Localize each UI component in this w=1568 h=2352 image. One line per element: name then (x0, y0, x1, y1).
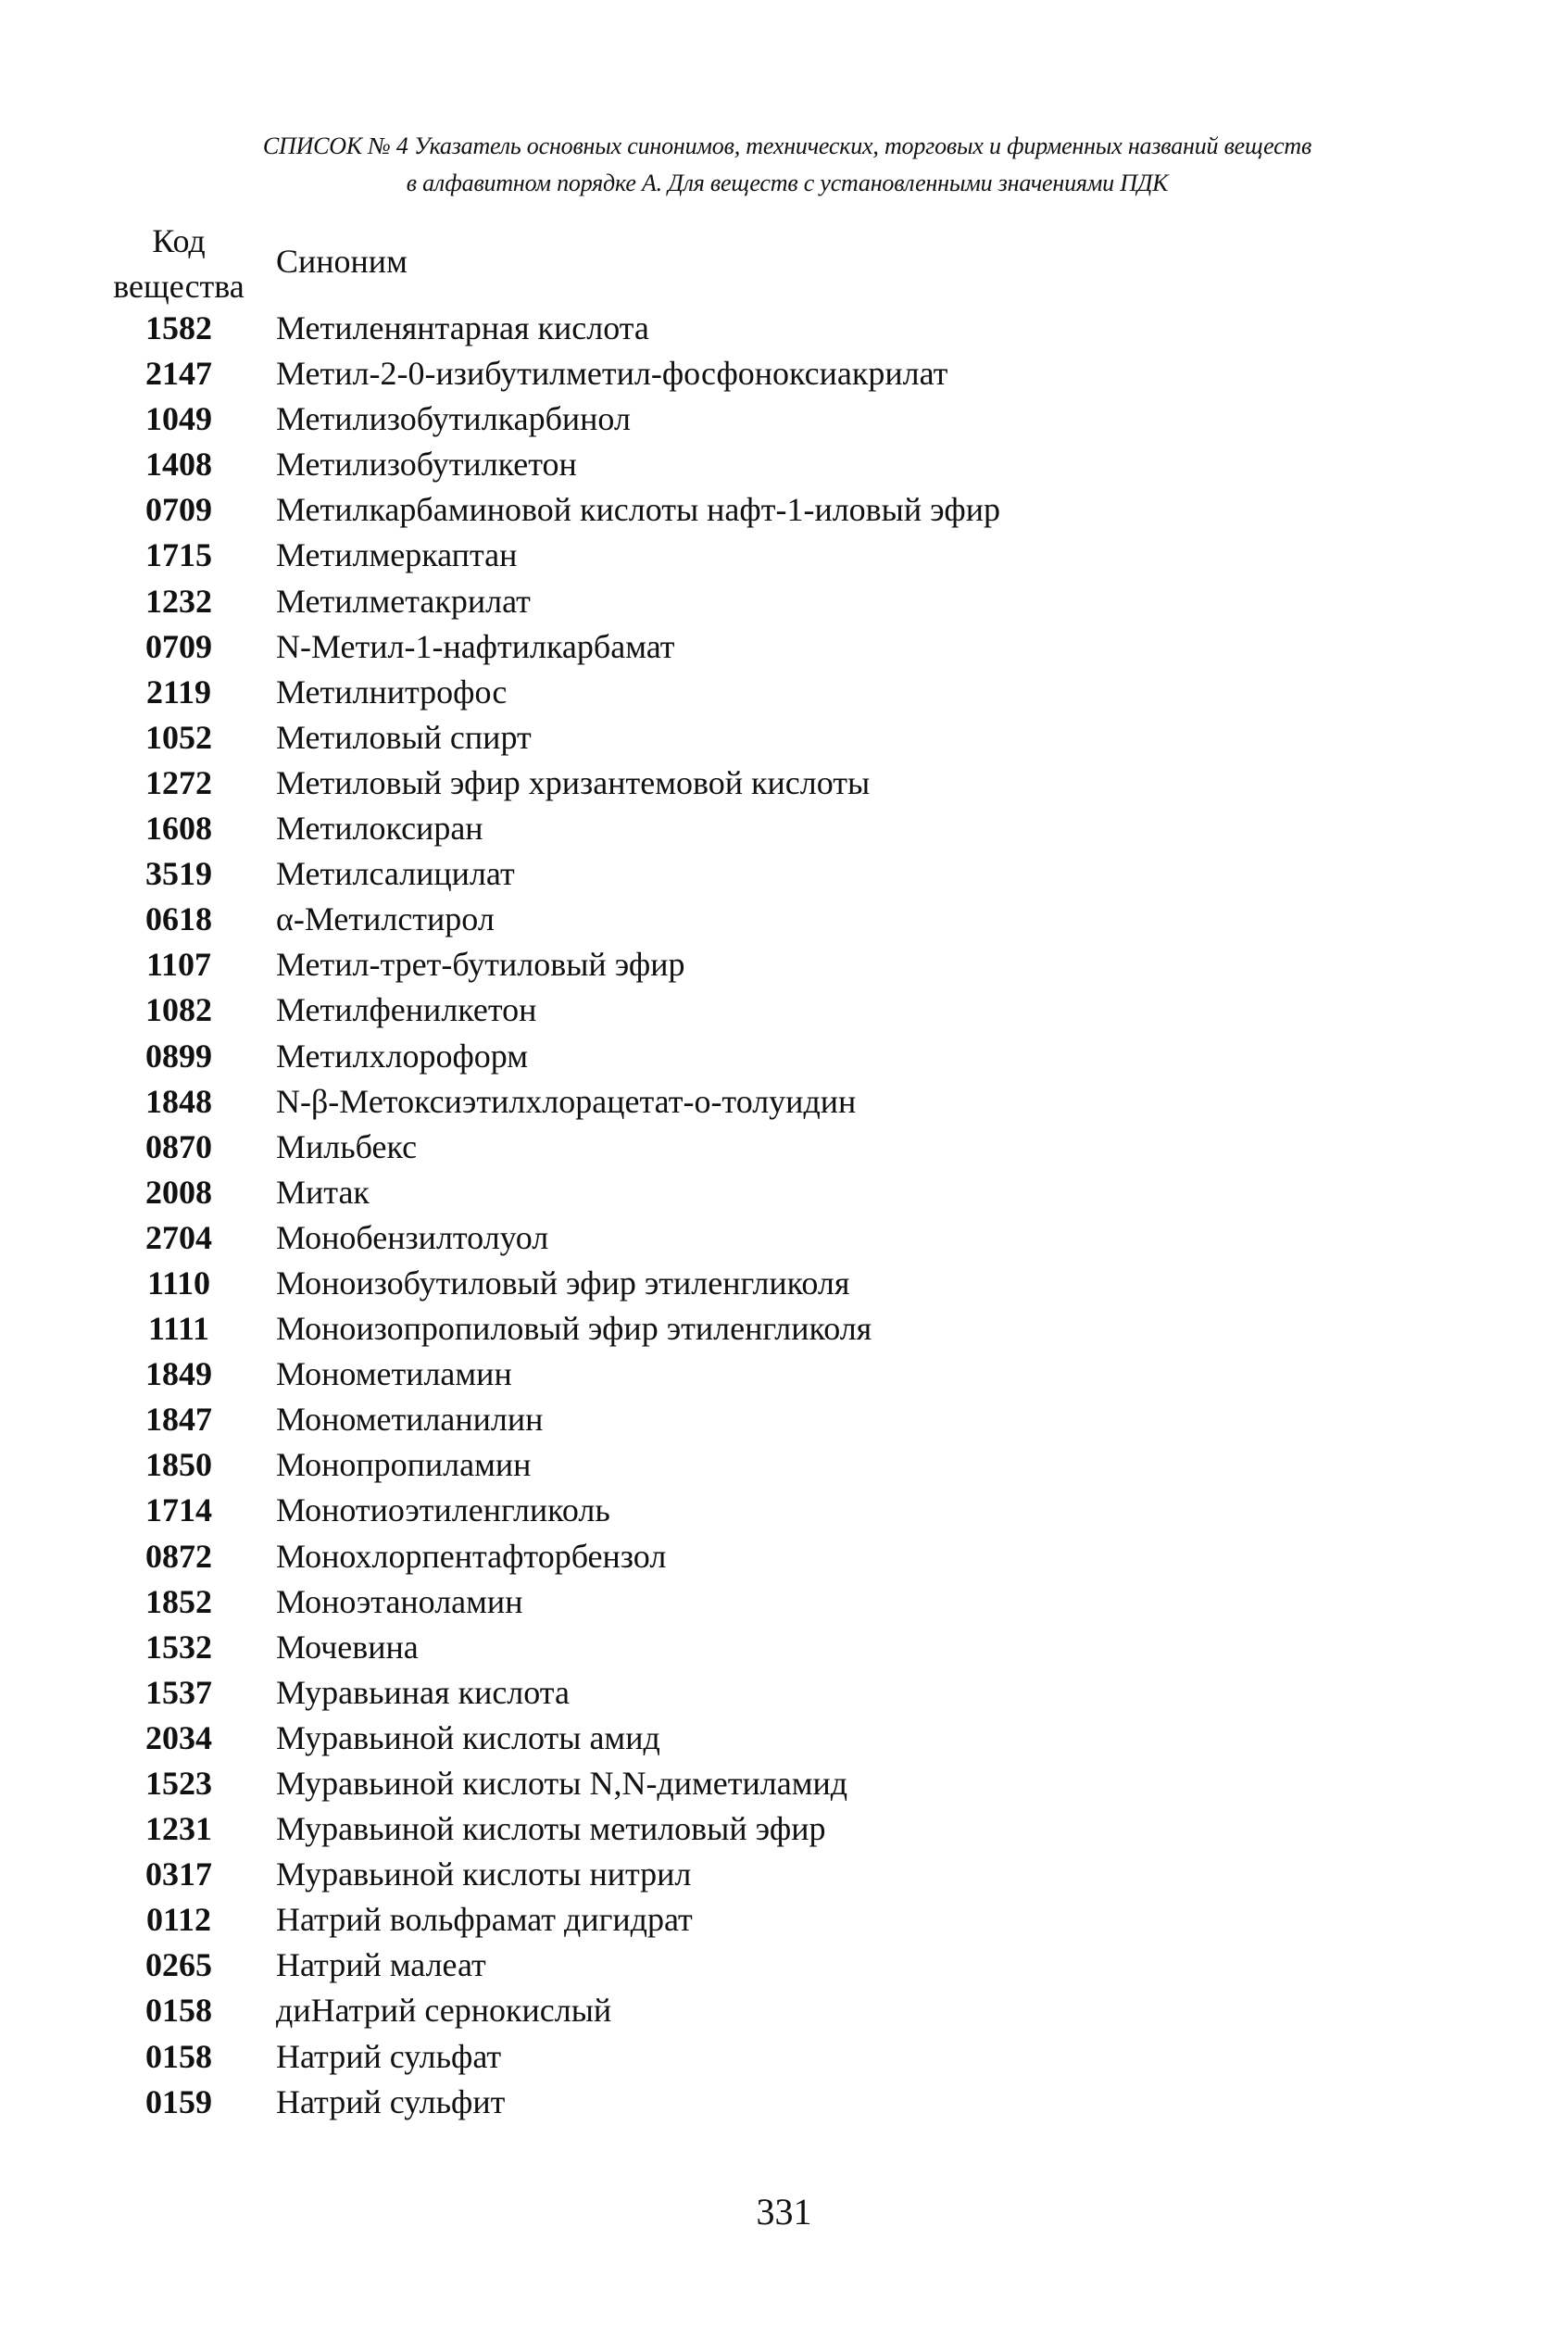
synonym-name: Метиленянтарная кислота (276, 309, 649, 346)
synonym-name: Моноизобутиловый эфир этиленгликоля (276, 1264, 850, 1302)
table-row (0, 806, 1568, 851)
substance-code: 1714 (145, 1491, 212, 1529)
substance-code: 0618 (145, 900, 212, 938)
page-number: 331 (756, 2191, 812, 2233)
table-row (0, 1261, 1568, 1306)
substance-code: 1082 (145, 991, 212, 1029)
synonym-name: α-Метилстирол (276, 900, 495, 938)
substance-code: 1848 (145, 1082, 212, 1120)
synonym-name: Монопропиламин (276, 1446, 532, 1484)
table-row (0, 987, 1568, 1033)
synonym-name: Метиловый эфир хризантемовой кислоты (276, 763, 871, 801)
table-row (0, 1988, 1568, 2033)
substance-code: 0158 (145, 2037, 212, 2075)
table-row (0, 442, 1568, 487)
column-header-code (100, 219, 257, 309)
synonym-name: N-β-Метоксиэтилхлорацетат-о-толуидин (276, 1082, 857, 1120)
table-row (0, 1579, 1568, 1625)
substance-code: 1608 (145, 810, 212, 848)
table-row (0, 1806, 1568, 1852)
substance-code: 1049 (145, 400, 212, 438)
synonym-name: Монобензилтолуол (276, 1218, 549, 1256)
table-row (0, 1625, 1568, 1670)
substance-code: 1852 (145, 1582, 212, 1620)
substance-code: 2008 (145, 1173, 212, 1211)
synonym-name: Монохлорпентафторбензол (276, 1537, 667, 1575)
header-title-line2: в алфавитном порядке А. Для веществ с установленными значениями ПДК (406, 170, 1169, 196)
synonym-name: Метилфенилкетон (276, 991, 537, 1029)
table-row (0, 396, 1568, 442)
table-row (0, 1034, 1568, 1079)
synonym-name: Натрий сульфит (276, 2082, 506, 2120)
substance-code: 1272 (145, 763, 212, 801)
table-row (0, 897, 1568, 942)
substance-code: 1107 (145, 946, 211, 984)
substance-code: 1111 (147, 1310, 210, 1348)
synonym-name: Метилизобутилкетон (276, 446, 577, 484)
table-row (0, 670, 1568, 715)
column-header-code-line1: Код (152, 222, 206, 259)
table-row (0, 351, 1568, 396)
table-row (0, 1488, 1568, 1533)
table-row (0, 761, 1568, 806)
table-row (0, 487, 1568, 533)
synonym-name: Муравьиной кислоты амид (276, 1718, 660, 1756)
table-row (0, 1170, 1568, 1215)
substance-code: 0872 (145, 1537, 212, 1575)
substance-code: 1850 (145, 1446, 212, 1484)
synonym-name: Метил-2-0-изибутилметил-фосфоноксиакрилат (276, 355, 948, 393)
substance-code: 1849 (145, 1355, 212, 1393)
column-header-synonym: Синоним (276, 243, 408, 280)
table-row (0, 1670, 1568, 1716)
substance-code: 1231 (145, 1810, 212, 1848)
synonym-name: Натрий вольфрамат дигидрат (276, 1901, 693, 1939)
synonym-table (0, 306, 1568, 2125)
table-row (0, 1079, 1568, 1125)
table-row (0, 1943, 1568, 1988)
substance-code: 0265 (145, 1946, 212, 1984)
substance-code: 0709 (145, 491, 212, 529)
table-row (0, 624, 1568, 670)
table-row (0, 851, 1568, 897)
table-row (0, 1125, 1568, 1170)
table-row (0, 579, 1568, 624)
synonym-name: Метилоксиран (276, 810, 483, 848)
synonym-name: Метилизобутилкарбинол (276, 400, 631, 438)
synonym-name: Монометиланилин (276, 1401, 544, 1439)
synonym-name: Мильбекс (276, 1127, 418, 1165)
header-title-line1: СПИСОК № 4 Указатель основных синонимов, технических, торговых и фирменных названий веществ (262, 132, 1312, 159)
table-row (0, 1761, 1568, 1806)
substance-code: 0159 (145, 2082, 212, 2120)
table-row (0, 2080, 1568, 2125)
substance-code: 3519 (145, 855, 212, 893)
synonym-name: Мочевина (276, 1628, 419, 1666)
page-header (120, 128, 1454, 202)
table-row (0, 1897, 1568, 1943)
synonym-name: Муравьиной кислоты нитрил (276, 1855, 692, 1893)
table-row (0, 942, 1568, 987)
synonym-name: Моноизопропиловый эфир этиленгликоля (276, 1310, 872, 1348)
synonym-name: Митак (276, 1173, 370, 1211)
synonym-name: диНатрий сернокислый (276, 1992, 612, 2030)
substance-code: 1537 (145, 1673, 212, 1711)
table-row (0, 1442, 1568, 1488)
table-row (0, 1352, 1568, 1397)
synonym-name: Метилмеркаптан (276, 536, 518, 574)
substance-code: 1408 (145, 446, 212, 484)
synonym-name: Метилхлороформ (276, 1037, 529, 1075)
table-row (0, 715, 1568, 761)
synonym-name: Монотиоэтиленгликоль (276, 1491, 610, 1529)
table-row (0, 1215, 1568, 1261)
synonym-name: Метил-трет-бутиловый эфир (276, 946, 685, 984)
synonym-name: Муравьиная кислота (276, 1673, 570, 1711)
substance-code: 1523 (145, 1765, 212, 1802)
table-row (0, 1306, 1568, 1352)
substance-code: 2704 (145, 1218, 212, 1256)
table-row (0, 306, 1568, 351)
synonym-name: Муравьиной кислоты метиловый эфир (276, 1810, 826, 1848)
substance-code: 2119 (145, 673, 211, 711)
substance-code: 2034 (145, 1718, 212, 1756)
substance-code: 0870 (145, 1127, 212, 1165)
table-row (0, 1852, 1568, 1897)
substance-code: 1232 (145, 582, 212, 620)
synonym-name: Метиловый спирт (276, 718, 532, 756)
synonym-name: Монометиламин (276, 1355, 512, 1393)
synonym-name: Метилнитрофос (276, 673, 508, 711)
table-row (0, 1716, 1568, 1761)
column-header-code-line2: вещества (113, 268, 245, 305)
substance-code: 0899 (145, 1037, 212, 1075)
substance-code: 1715 (145, 536, 212, 574)
synonym-name: Натрий малеат (276, 1946, 486, 1984)
substance-code: 0158 (145, 1992, 212, 2030)
synonym-name: Метилкарбаминовой кислоты нафт-1-иловый эфир (276, 491, 1000, 529)
substance-code: 1847 (145, 1401, 212, 1439)
substance-code: 1532 (145, 1628, 212, 1666)
synonym-name: Муравьиной кислоты N,N-диметиламид (276, 1765, 848, 1802)
synonym-name: Моноэтаноламин (276, 1582, 523, 1620)
substance-code: 0317 (145, 1855, 212, 1893)
substance-code: 0112 (145, 1901, 211, 1939)
substance-code: 0709 (145, 627, 212, 665)
synonym-name: Метилметакрилат (276, 582, 531, 620)
synonym-name: N-Метил-1-нафтилкарбамат (276, 627, 675, 665)
synonym-name: Метилсалицилат (276, 855, 515, 893)
table-row (0, 1397, 1568, 1442)
substance-code: 1582 (145, 309, 212, 346)
synonym-name: Натрий сульфат (276, 2037, 502, 2075)
table-row (0, 533, 1568, 578)
table-row (0, 1534, 1568, 1579)
substance-code: 2147 (145, 355, 212, 393)
table-row (0, 2034, 1568, 2080)
substance-code: 1052 (145, 718, 212, 756)
substance-code: 1110 (146, 1264, 211, 1302)
